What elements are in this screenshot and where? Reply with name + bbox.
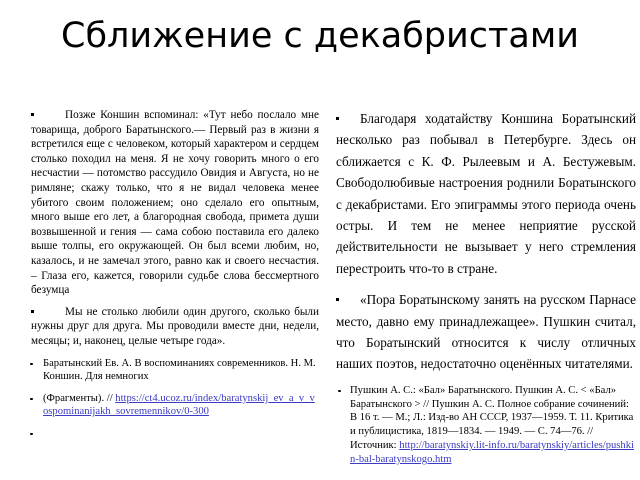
right-paragraph-1	[336, 108, 636, 279]
list-item	[14, 392, 319, 419]
right-text-column	[336, 108, 636, 480]
reference-text: Баратынский Ев. А. В воспоминаниях современников. Н. М. Коншин. Для немногих	[43, 357, 316, 383]
left-text-column	[14, 108, 319, 438]
square-bullet-icon	[336, 298, 339, 301]
reference-hyperlink[interactable]: http://baratynskiy.lit-info.ru/baratynskiy/articles/pushkin-bal-baratynskogo.htm	[350, 440, 634, 465]
page-title: Сближение с декабристами	[61, 16, 579, 56]
paragraph-bullet-marker	[336, 289, 360, 310]
right-reference-list	[336, 384, 636, 480]
left-paragraph-1-text: Позже Коншин вспоминал: «Тут небо послало мне товарища, доброго Баратынского.— Первый раз в жизни я встретился еще с человеком, который характером и сердцем столько походил на меня. Я не хочу говорить много о его несчастии — потомство рассудило Овидия и Августа, но не римляне; скажу только, что я не видал человека менее убитого своим положением; оно сделало его опытным, много выше его лет, а благородная свобода, примета души возвышенной и гения — сама собою поставила его далеко выше толпы, его окружающей. Он был всеми любим, но, казалось, и не замечал этого, равно как и своего несчастия. – Глаза его, кажется, говорили судьбе слова бессмертного безумца	[31, 109, 319, 297]
left-paragraph-2	[14, 305, 319, 349]
list-item	[336, 384, 636, 467]
right-paragraph-1-text: Благодаря ходатайству Коншина Боратынский несколько раз побывал в Петербурге. Здесь он сближается с К. Ф. Рылеевым и А. Бестужевым. Свободолюбивые настроения роднили Боратынского с декабристами. Его эпиграммы этого периода очень остры. И тем не менее неприятие русской действительности не вызывает у него стремления перестроить что-то в стране.	[336, 111, 636, 276]
right-paragraph-2	[336, 289, 636, 375]
square-bullet-icon	[336, 117, 339, 120]
paragraph-bullet-marker	[336, 108, 360, 129]
paragraph-bullet-marker	[31, 108, 65, 123]
square-bullet-icon	[31, 310, 34, 313]
list-item-empty[interactable]	[336, 476, 636, 480]
list-item	[14, 357, 319, 384]
paragraph-bullet-marker	[31, 305, 65, 320]
list-item-empty[interactable]	[14, 427, 319, 438]
right-paragraph-2-text: «Пора Боратынскому занять на русском Парнасе место, давно ему принадлежащее». Пушкин считал, что Боратынский относится к числу отличных наших поэтов, недостаточно оценённых читателями.	[336, 292, 636, 372]
left-reference-list	[14, 357, 319, 438]
reference-text: (Фрагменты). //	[43, 392, 116, 404]
left-paragraph-2-text: Мы не столько любили один другого, сколько были нужны друг для друга. Мы проводили вместе дни, недели, месяцы; и, наконец, целые четыре года».	[31, 305, 319, 347]
left-paragraph-1	[14, 108, 319, 298]
reference-hyperlink[interactable]: https://ct4.ucoz.ru/index/baratynskij_ev_a_v_vospominanijakh_sovremennikov/0-300	[43, 392, 315, 418]
square-bullet-icon	[31, 113, 34, 116]
reference-text: Пушкин А. С.: «Бал» Баратынского. Пушкин А. С. < «Бал» Баратынского > // Пушкин А. С. Полное собрание сочинений: В 16 т. — М.; Л.: Изд-во АН СССР, 1937—1959. Т. 11. Критика и публицистика, 1819—1834. — 1949. — С. 74—76. // Источник:	[350, 384, 634, 452]
